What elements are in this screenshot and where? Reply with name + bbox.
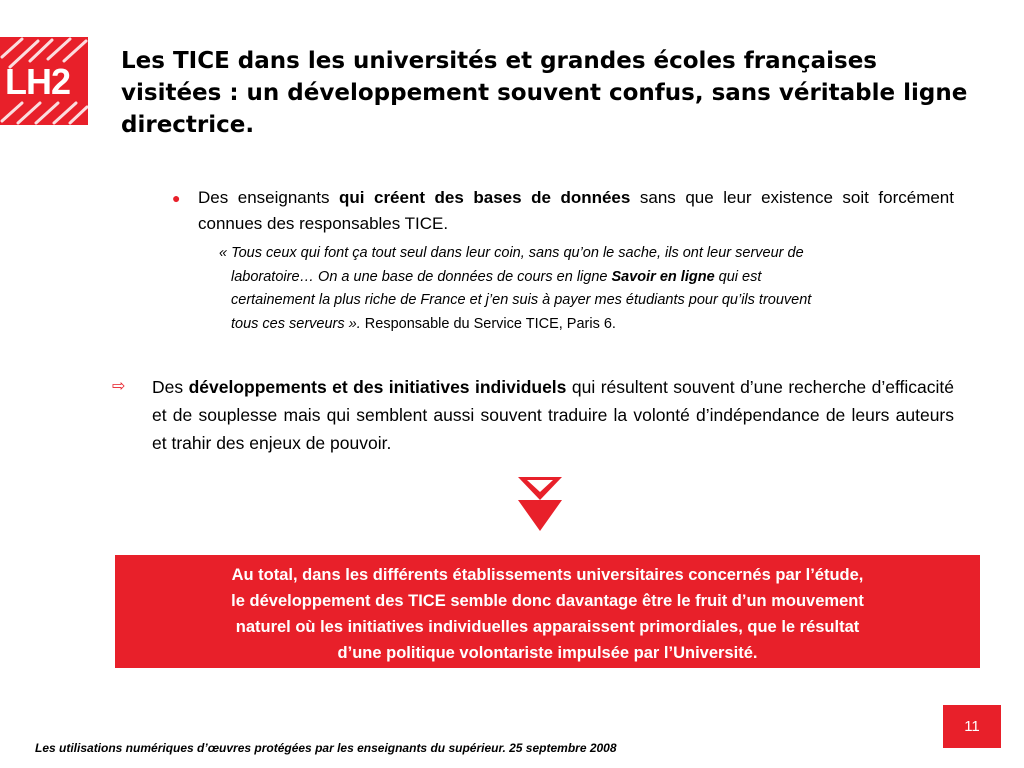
bullet2-pre: Des [152, 377, 189, 397]
conclusion-line-3: naturel où les initiatives individuelles apparaissent primordiales, que le résultat [235, 618, 860, 636]
bullet-teachers-databases [172, 185, 954, 237]
round-bullet-icon: ● [172, 190, 181, 206]
lh2-logo [0, 37, 88, 125]
bullet2-bold: développements et des initiatives individuels [188, 377, 567, 397]
down-arrow-icon [517, 476, 563, 532]
bullet2-text [152, 373, 954, 457]
bullet1-pre: Des enseignants [198, 188, 339, 207]
bullet1-post: sans que leur existence soit forcément connues des responsables TICE. [198, 188, 954, 233]
page-number: 11 [943, 705, 1001, 748]
quote-line-3: certainement la plus riche de France et j’en suis à payer mes étudiants pour qu’ils trouvent [231, 292, 812, 308]
conclusion-line-4: d’une politique volontariste impulsée par l’Université. [337, 644, 758, 662]
logo-text: LH2 [5, 61, 71, 102]
bullet1-text [198, 185, 954, 237]
arrow-right-outline-icon: ⇨ [112, 378, 126, 395]
footer-text: Les utilisations numériques d’œuvres protégées par les enseignants du supérieur. 25 septembre 2008 [35, 741, 617, 755]
testimony-quote [219, 242, 939, 336]
bullet-individual-initiatives [112, 373, 954, 457]
bullet2-post: qui résultent souvent d’une recherche d’efficacité et de souplesse mais qui semblent aussi souvent traduire la volonté d’indépendance de leurs auteurs et trahir des enjeux de pouvoir. [152, 377, 955, 453]
quote-line-2-pre: laboratoire… On a une base de données de cours en ligne [231, 268, 612, 285]
quote-line-2-bold: Savoir en ligne [611, 268, 715, 285]
quote-line-4: tous ces serveurs ». [231, 315, 361, 332]
conclusion-box [115, 555, 980, 668]
quote-source: Responsable du Service TICE, Paris 6. [360, 315, 616, 332]
slide-title: Les TICE dans les universités et grandes écoles françaises visitées : un développement souvent confus, sans véritable ligne directrice. [121, 48, 968, 138]
bullet1-bold: qui créent des bases de données [338, 188, 631, 207]
conclusion-line-1: Au total, dans les différents établissements universitaires concernés par l’étude, [231, 566, 864, 584]
conclusion-line-2: le développement des TICE semble donc davantage être le fruit d’un mouvement [231, 592, 864, 610]
quote-line-2-post: qui est [714, 268, 762, 285]
quote-line-1: « Tous ceux qui font ça tout seul dans leur coin, sans qu’on le sache, ils ont leur serveur de [219, 245, 804, 261]
